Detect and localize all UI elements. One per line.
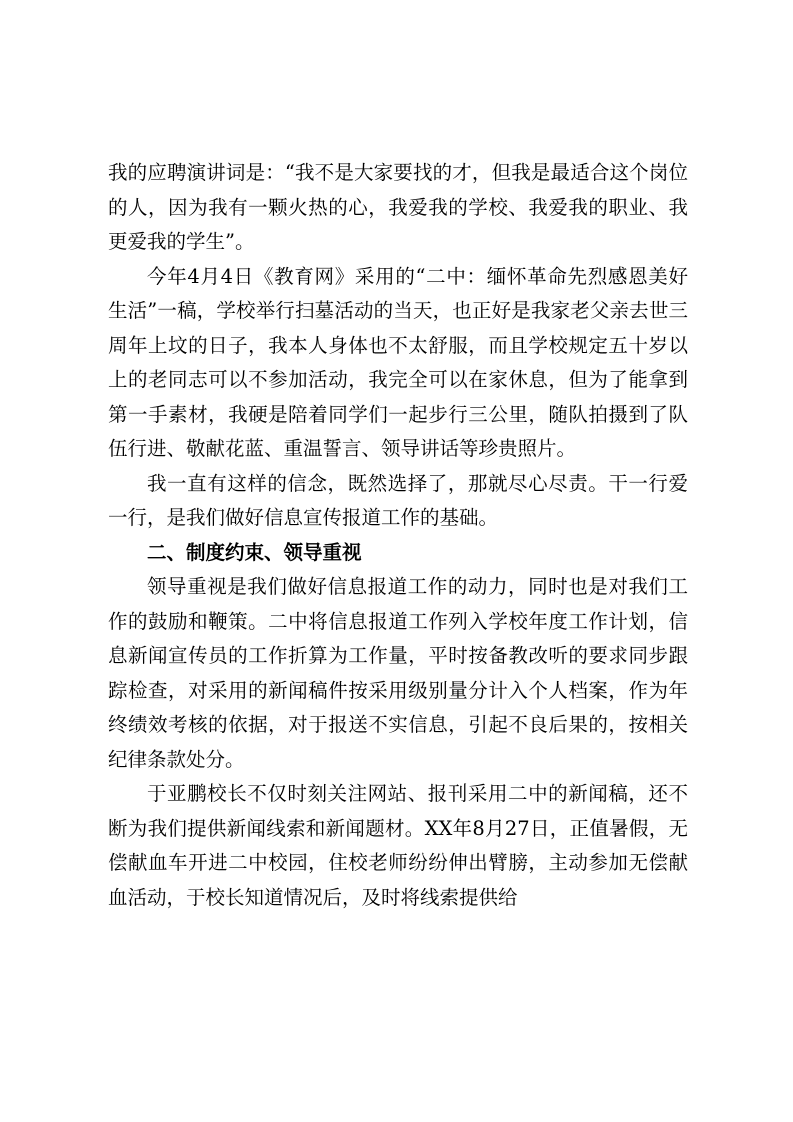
section-heading-2: 二、制度约束、领导重视 xyxy=(147,540,362,564)
paragraph-belief: 我一直有这样的信念，既然选择了，那就尽心尽责。干一行爱一行，是我们做好信息宣传报道工作的基础。 xyxy=(108,471,688,529)
paragraph-tomb-sweeping-report: 今年4月4日《教育网》采用的“二中：缅怀革命先烈感恩美好生活”一稿，学校举行扫墓活动的当天，也正好是我家老父亲去世三周年上坟的日子，我本人身体也不太舒服，而且学校规定五十岁以上的老同志可以不参加活动，我完全可以在家休息，但为了能拿到第一手素材，我硬是陪着同学们一起步行三公里，随队拍摄到了队伍行进、敬献花蓝、重温誓言、领导讲话等珍贵照片。 xyxy=(108,264,688,460)
paragraph-leadership: 领导重视是我们做好信息报道工作的动力，同时也是对我们工作的鼓励和鞭策。二中将信息报道工作列入学校年度工作计划，信息新闻宣传员的工作折算为工作量，平时按备教改听的要求同步跟踪检查，对采用的新闻稿件按采用级别量分计入个人档案，作为年终绩效考核的依据，对于报送不实信息，引起不良后果的，按相关纪律条款处分。 xyxy=(108,575,688,771)
paragraph-application-speech: 我的应聘演讲词是：“我不是大家要找的才，但我是最适合这个岗位的人，因为我有一颗火热的心，我爱我的学校、我爱我的职业、我更爱我的学生”。 xyxy=(108,161,688,253)
document-body xyxy=(108,156,688,915)
paragraph-principal: 于亚鹏校长不仅时刻关注网站、报刊采用二中的新闻稿，还不断为我们提供新闻线索和新闻题材。XX年8月27日，正值暑假，无偿献血车开进二中校园，住校老师纷纷伸出臂膀，主动参加无偿献血活动，于校长知道情况后，及时将线索提供给 xyxy=(108,782,688,909)
